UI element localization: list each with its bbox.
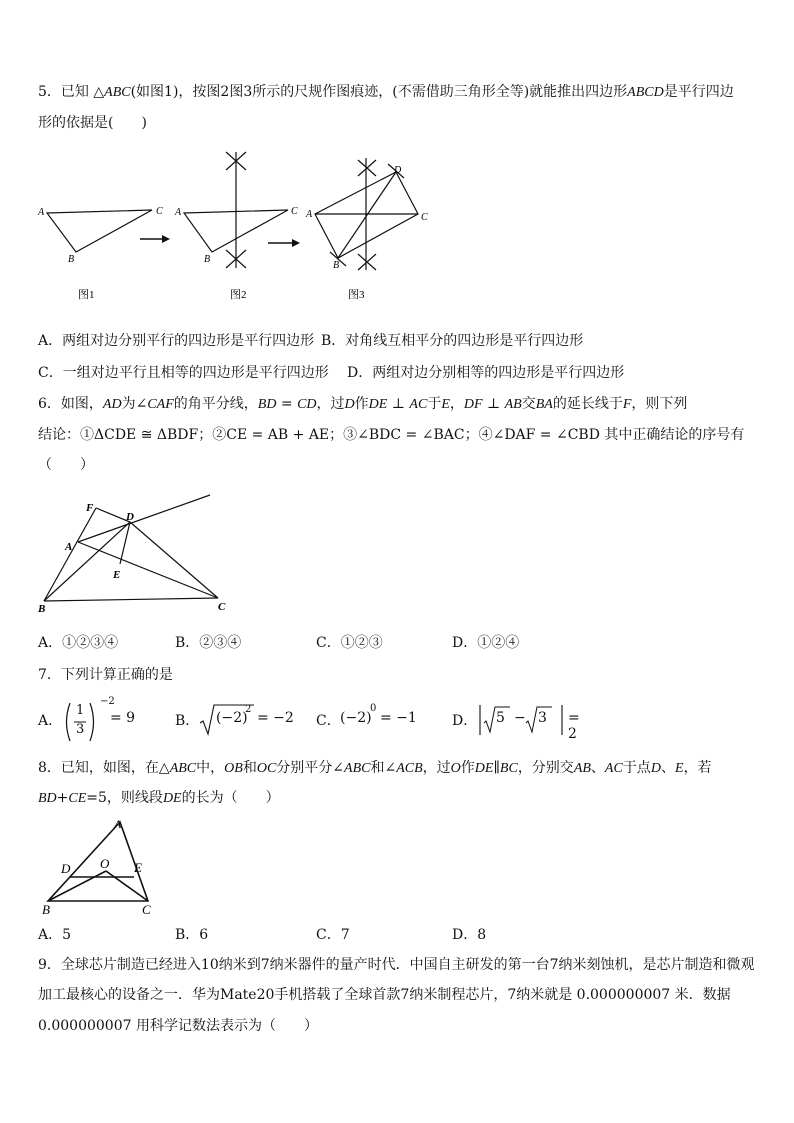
q7-d-radicand-1: 5 [496,710,505,726]
q8-text: ，若 [683,760,712,776]
q7-number: 7． [38,667,61,683]
q8-figure [36,814,166,918]
q6-line-bd [44,522,130,601]
q6-line-de [120,522,130,564]
q6-text: 的延长线于 [552,396,623,412]
q8-var: BD [38,791,57,806]
q7-option-a[interactable] [38,696,148,744]
q5-fig3-arc-bottom [358,254,376,270]
q8-var: O [450,761,461,776]
q6-text: 交 [521,396,536,412]
q8-text: 分别平分∠ [276,760,345,776]
q8-text: 于点 [622,760,651,776]
q6-text: 为∠ [121,396,148,412]
q6-option-b[interactable]: B．②③④ [175,635,242,651]
q5-figure [30,140,450,310]
q8-var: OB [224,761,243,776]
q7-c-rhs: = −1 [380,710,417,726]
q9-line3: 0.000000007 用科学记数法表示为（ ） [38,1018,318,1034]
q8-text: 、 [590,760,605,776]
q5-line2: 形的依据是( ) [38,115,147,131]
q6-line-bf [44,508,96,601]
q8-var: BC [499,761,518,776]
q9-line2: 加工最核心的设备之一．华为Mate20手机搭载了全球首款7纳米制程芯片，7纳米就是 0.000000007 米．数据 [38,987,731,1003]
q8-var: AC [604,761,623,776]
q6-text: = [276,396,298,412]
q6-var: D [344,397,355,412]
q8-var: D [650,761,661,776]
q8-line1 [38,758,712,779]
q5-arrow-2 [268,239,300,247]
q8-var: DE [162,791,182,806]
q8-label-a: A [114,817,122,831]
q6-line3: （ ） [38,457,94,473]
q5-fig3-label-a: A [306,209,313,220]
q6-label-a: A [65,541,73,553]
q5-arrow-1 [140,235,170,243]
q6-line2: 结论：①ΔCDE ≅ ΔBDF；②CE = AB + AE；③∠BDC = ∠BAC；④∠DAF = ∠CBD 其中正确结论的序号有 [38,427,745,443]
q7-b-radicand: (−2) [216,710,248,726]
q8-text: 、 [660,760,675,776]
q6-option-d[interactable]: D．①②④ [452,635,520,651]
q8-text: 中， [196,760,225,776]
q6-figure [32,486,232,616]
q5-var: ABC [104,85,131,100]
q6-label-c: C [218,601,226,613]
q6-var: AC [409,397,428,412]
q8-label-o: O [100,856,110,871]
q6-number: 6． [38,396,61,412]
q8-option-b[interactable]: B．6 [175,927,209,943]
q7-option-b[interactable] [175,700,295,744]
q6-text: ⊥ [387,396,410,412]
q5-fig3-arc-top [358,160,376,176]
q8-text: 作 [460,760,475,776]
q7-d-radicand-2: 3 [538,710,547,726]
q6-var: BA [535,397,553,412]
q8-text: + [56,790,69,806]
q5-fig3-label-c: C [421,212,428,223]
q6-text: ⊥ [482,396,505,412]
q6-line-df [96,508,130,522]
q7-a-exponent: −2 [100,696,115,707]
q5-caption-2: 图2 [230,289,247,301]
q5-text: 已知 △ [60,84,105,100]
q6-var: E [441,397,450,412]
q6-text: 于 [427,396,442,412]
q7-a-denominator: 3 [76,722,85,737]
q6-var: AD [102,397,122,412]
q6-label-b: B [38,603,46,615]
q6-text: ，则下列 [631,396,688,412]
q8-label-c: C [142,902,151,917]
q6-var: BD [257,397,277,412]
q7-d-rhs: = 2 [568,710,580,742]
q5-fig1-label-b: B [68,254,75,265]
q8-text: 的长为（ ） [181,790,280,806]
q8-label-d: D [61,861,71,876]
q8-text: 和∠ [370,760,397,776]
q5-option-a[interactable]: A．两组对边分别平行的四边形是平行四边形 [38,333,315,349]
q5-fig1 [47,210,152,252]
q5-option-b[interactable]: B．对角线互相平分的四边形是平行四边形 [321,333,584,349]
q9-line1 [38,955,755,975]
q7-option-b-label: B． [175,713,200,729]
q5-fig1-label-c: C [156,206,163,217]
q6-text: 的角平分线， [173,396,258,412]
q6-label-e: E [113,569,121,581]
q6-line-dc [130,522,218,598]
q6-var: CAF [147,397,174,412]
q6-line1 [38,394,687,415]
q7-d-minus: − [514,710,526,726]
q5-text: (如图1)，按图2图3所示的尺规作图痕迹，(不需借助三角形全等)就能推出四边形 [130,84,628,100]
q6-line-ac [78,542,218,598]
q7-option-a-label: A． [38,713,63,729]
q5-fig1-triangle [47,210,152,252]
q5-fig3-label-d: D [394,165,402,176]
q7-c-exponent: 0 [370,703,377,714]
q8-var: CE [68,791,87,806]
q7-b-rhs: = −2 [257,710,294,726]
q5-caption-3: 图3 [348,289,365,301]
q8-var: E [674,761,684,776]
q8-text: ，分别交 [517,760,574,776]
q6-option-a[interactable]: A．①②③④ [38,635,119,651]
q6-text: ，过 [316,396,345,412]
q8-var: DE [474,761,494,776]
q8-line-bo [48,871,106,901]
q8-label-e: E [134,860,142,875]
q5-fig2-label-c: C [291,206,298,217]
q7-option-d-label: D． [452,713,478,729]
q6-label-d: D [126,511,134,523]
q7-option-d[interactable] [452,700,592,744]
q5-fig2-label-b: B [204,254,211,265]
q8-line-co [106,871,148,901]
q6-line-bc [44,598,218,601]
q8-option-c[interactable]: C．7 [316,927,350,943]
q8-line2 [38,788,280,809]
q6-text: 如图， [60,396,103,412]
q5-fig2 [184,152,288,268]
q8-option-d[interactable]: D．8 [452,927,487,943]
q8-number: 8． [38,760,61,776]
q5-caption-1: 图1 [78,289,95,301]
q6-ray-ad [78,495,210,542]
q8-var: AB [573,761,591,776]
q8-label-b: B [42,902,50,917]
q8-var: ACB [396,761,423,776]
q5-fig2-label-a: A [175,207,182,218]
q7-text: 下列计算正确的是 [60,667,173,683]
q6-var: CD [297,397,317,412]
q6-var: F [622,397,632,412]
q5-number: 5． [38,84,61,100]
q5-line1 [38,82,734,103]
q7-b-exponent: 2 [245,704,252,715]
q8-text: =5，则线段 [86,790,163,806]
q7-c-base: (−2) [340,710,372,726]
q7-option-c-label: C． [316,713,341,729]
q8-text: 已知，如图，在△ [60,760,170,776]
q7-line1 [38,665,173,685]
q8-text: 和 [242,760,257,776]
q8-text: ，过 [422,760,451,776]
q7-a-numerator: 1 [76,703,85,718]
q6-var: AB [504,397,522,412]
q8-var: ABC [169,761,197,776]
q8-var: OC [256,761,277,776]
q8-text: ∥ [493,760,500,776]
q5-option-d[interactable]: D．两组对边分别相等的四边形是平行四边形 [347,365,625,381]
q5-text: 是平行四边 [663,84,734,100]
q5-var: ABCD [627,85,664,100]
q6-text: ， [449,396,464,412]
q9-number: 9． [38,957,61,973]
q5-fig3 [315,158,418,270]
q8-var: ABC [344,761,371,776]
q6-var: DE [368,397,388,412]
q6-label-f: F [86,502,94,514]
q7-a-rhs: = 9 [110,710,136,726]
q5-fig1-label-a: A [38,207,45,218]
q6-var: DF [463,397,483,412]
q9-text: 全球芯片制造已经进入10纳米到7纳米器件的量产时代．中国自主研发的第一台7纳米刻蚀机，是芯片制造和微观 [60,957,755,973]
q7-option-c[interactable] [316,700,426,744]
q6-text: 作 [354,396,369,412]
q6-option-c[interactable]: C．①②③ [316,635,383,651]
q5-option-c[interactable]: C．一组对边平行且相等的四边形是平行四边形 [38,365,329,381]
q5-fig3-label-b: B [333,260,340,271]
q5-fig3-diagonal-bd [338,172,396,258]
q8-option-a[interactable]: A．5 [38,927,72,943]
